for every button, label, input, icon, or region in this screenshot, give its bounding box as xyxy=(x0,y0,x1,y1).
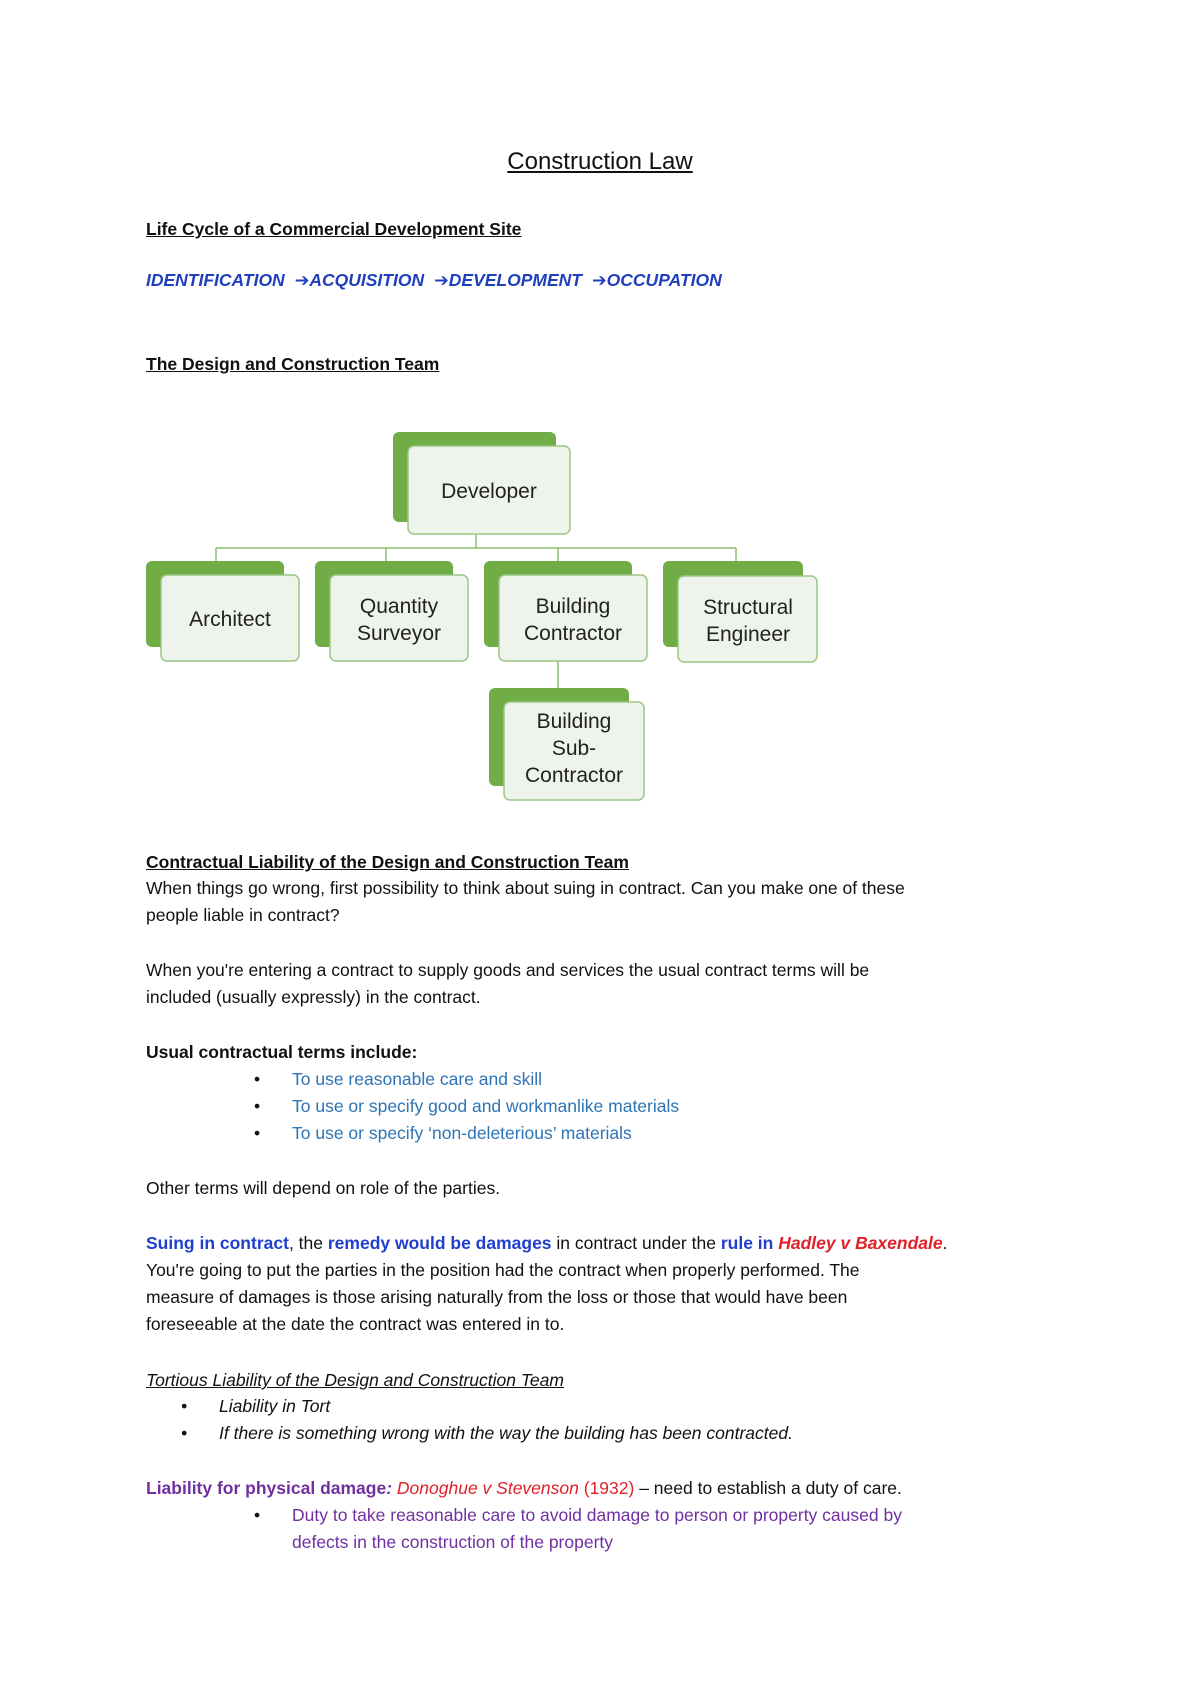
text-fragment: – need to establish a duty of care. xyxy=(634,1478,902,1498)
node-label: Engineer xyxy=(705,623,791,646)
suing-paragraph xyxy=(146,1230,947,1338)
suing-term: Suing in contract xyxy=(146,1233,289,1253)
node-label: Structural xyxy=(703,596,793,619)
node-label: Quantity xyxy=(359,595,439,618)
physical-damage-line xyxy=(146,1475,902,1502)
terms-list xyxy=(292,1066,679,1147)
case-name: Donoghue v Stevenson xyxy=(396,1478,579,1498)
node-label: Architect xyxy=(189,608,271,631)
list-item: • To use or specify ‘non-deleterious’ materials xyxy=(292,1120,679,1147)
node-card xyxy=(499,575,647,661)
org-node-building-sub-contractor xyxy=(489,688,644,800)
node-card xyxy=(330,575,468,661)
remedy-term: remedy would be damages xyxy=(327,1233,552,1253)
node-card xyxy=(678,576,817,662)
arrow-right-icon: ➔ xyxy=(592,270,607,290)
text-line: When you're entering a contract to supply goods and services the usual contract terms will be xyxy=(146,960,870,980)
physical-damage-term: Liability for physical damage xyxy=(146,1478,387,1498)
case-name: Hadley v Baxendale xyxy=(778,1233,943,1253)
team-heading: The Design and Construction Team xyxy=(146,354,440,374)
lifecycle-heading: Life Cycle of a Commercial Development Site xyxy=(146,219,522,239)
org-node-developer xyxy=(393,432,570,534)
text-line: defects in the construction of the property xyxy=(292,1532,614,1552)
text-line: people liable in contract? xyxy=(146,905,340,925)
org-node-building-contractor xyxy=(484,561,647,661)
node-label: Contractor xyxy=(524,764,624,787)
text-line xyxy=(146,1230,947,1257)
lifecycle-step: IDENTIFICATION xyxy=(146,270,285,290)
tortious-heading: Tortious Liability of the Design and Construction Team xyxy=(146,1370,564,1390)
list-item: • If there is something wrong with the way the building has been contracted. xyxy=(219,1420,793,1447)
text-line: included (usually expressly) in the contract. xyxy=(146,987,481,1007)
contractual-paragraph-1 xyxy=(146,875,905,929)
lifecycle-step: OCCUPATION xyxy=(606,270,722,290)
list-item: • To use reasonable care and skill xyxy=(292,1066,679,1093)
text-fragment: : xyxy=(386,1478,397,1498)
duty-list xyxy=(292,1502,902,1556)
node-label: Developer xyxy=(441,480,537,503)
other-terms-text: Other terms will depend on role of the parties. xyxy=(146,1178,501,1198)
contractual-heading: Contractual Liability of the Design and Construction Team xyxy=(146,852,629,872)
lifecycle-step: ACQUISITION xyxy=(309,270,425,290)
rule-term: rule in xyxy=(720,1233,774,1253)
text-line: You're going to put the parties in the position had the contract when properly performed. The xyxy=(146,1260,860,1280)
node-label: Contractor xyxy=(523,622,623,645)
list-item: • To use or specify good and workmanlike materials xyxy=(292,1093,679,1120)
list-item xyxy=(292,1502,902,1556)
terms-heading: Usual contractual terms include: xyxy=(146,1042,418,1062)
arrow-right-icon: ➔ xyxy=(434,270,449,290)
text-fragment: in contract under the xyxy=(551,1233,721,1253)
tortious-list xyxy=(219,1393,793,1447)
contractual-paragraph-2 xyxy=(146,957,869,1011)
node-label: Surveyor xyxy=(356,622,442,645)
node-label: Building xyxy=(536,710,612,733)
org-node-architect xyxy=(146,561,299,661)
text-line: foreseeable at the date the contract was entered in to. xyxy=(146,1314,565,1334)
node-label: Sub- xyxy=(551,737,597,760)
list-item: • Liability in Tort xyxy=(219,1393,793,1420)
text-line: measure of damages is those arising naturally from the loss or those that would have been xyxy=(146,1287,848,1307)
org-node-structural-engineer xyxy=(663,561,817,662)
text-fragment: , the xyxy=(288,1233,328,1253)
arrow-right-icon: ➔ xyxy=(294,270,310,290)
document-title: Construction Law xyxy=(507,148,693,175)
case-year: (1932) xyxy=(583,1478,635,1498)
node-label: Building xyxy=(535,595,611,618)
text-line: • Duty to take reasonable care to avoid damage to person or property caused by xyxy=(292,1505,902,1525)
lifecycle-step: DEVELOPMENT xyxy=(448,270,582,290)
org-node-quantity-surveyor xyxy=(315,561,468,661)
text-fragment: . xyxy=(942,1233,948,1253)
text-line: When things go wrong, first possibility to think about suing in contract. Can you make one of these xyxy=(146,878,905,898)
